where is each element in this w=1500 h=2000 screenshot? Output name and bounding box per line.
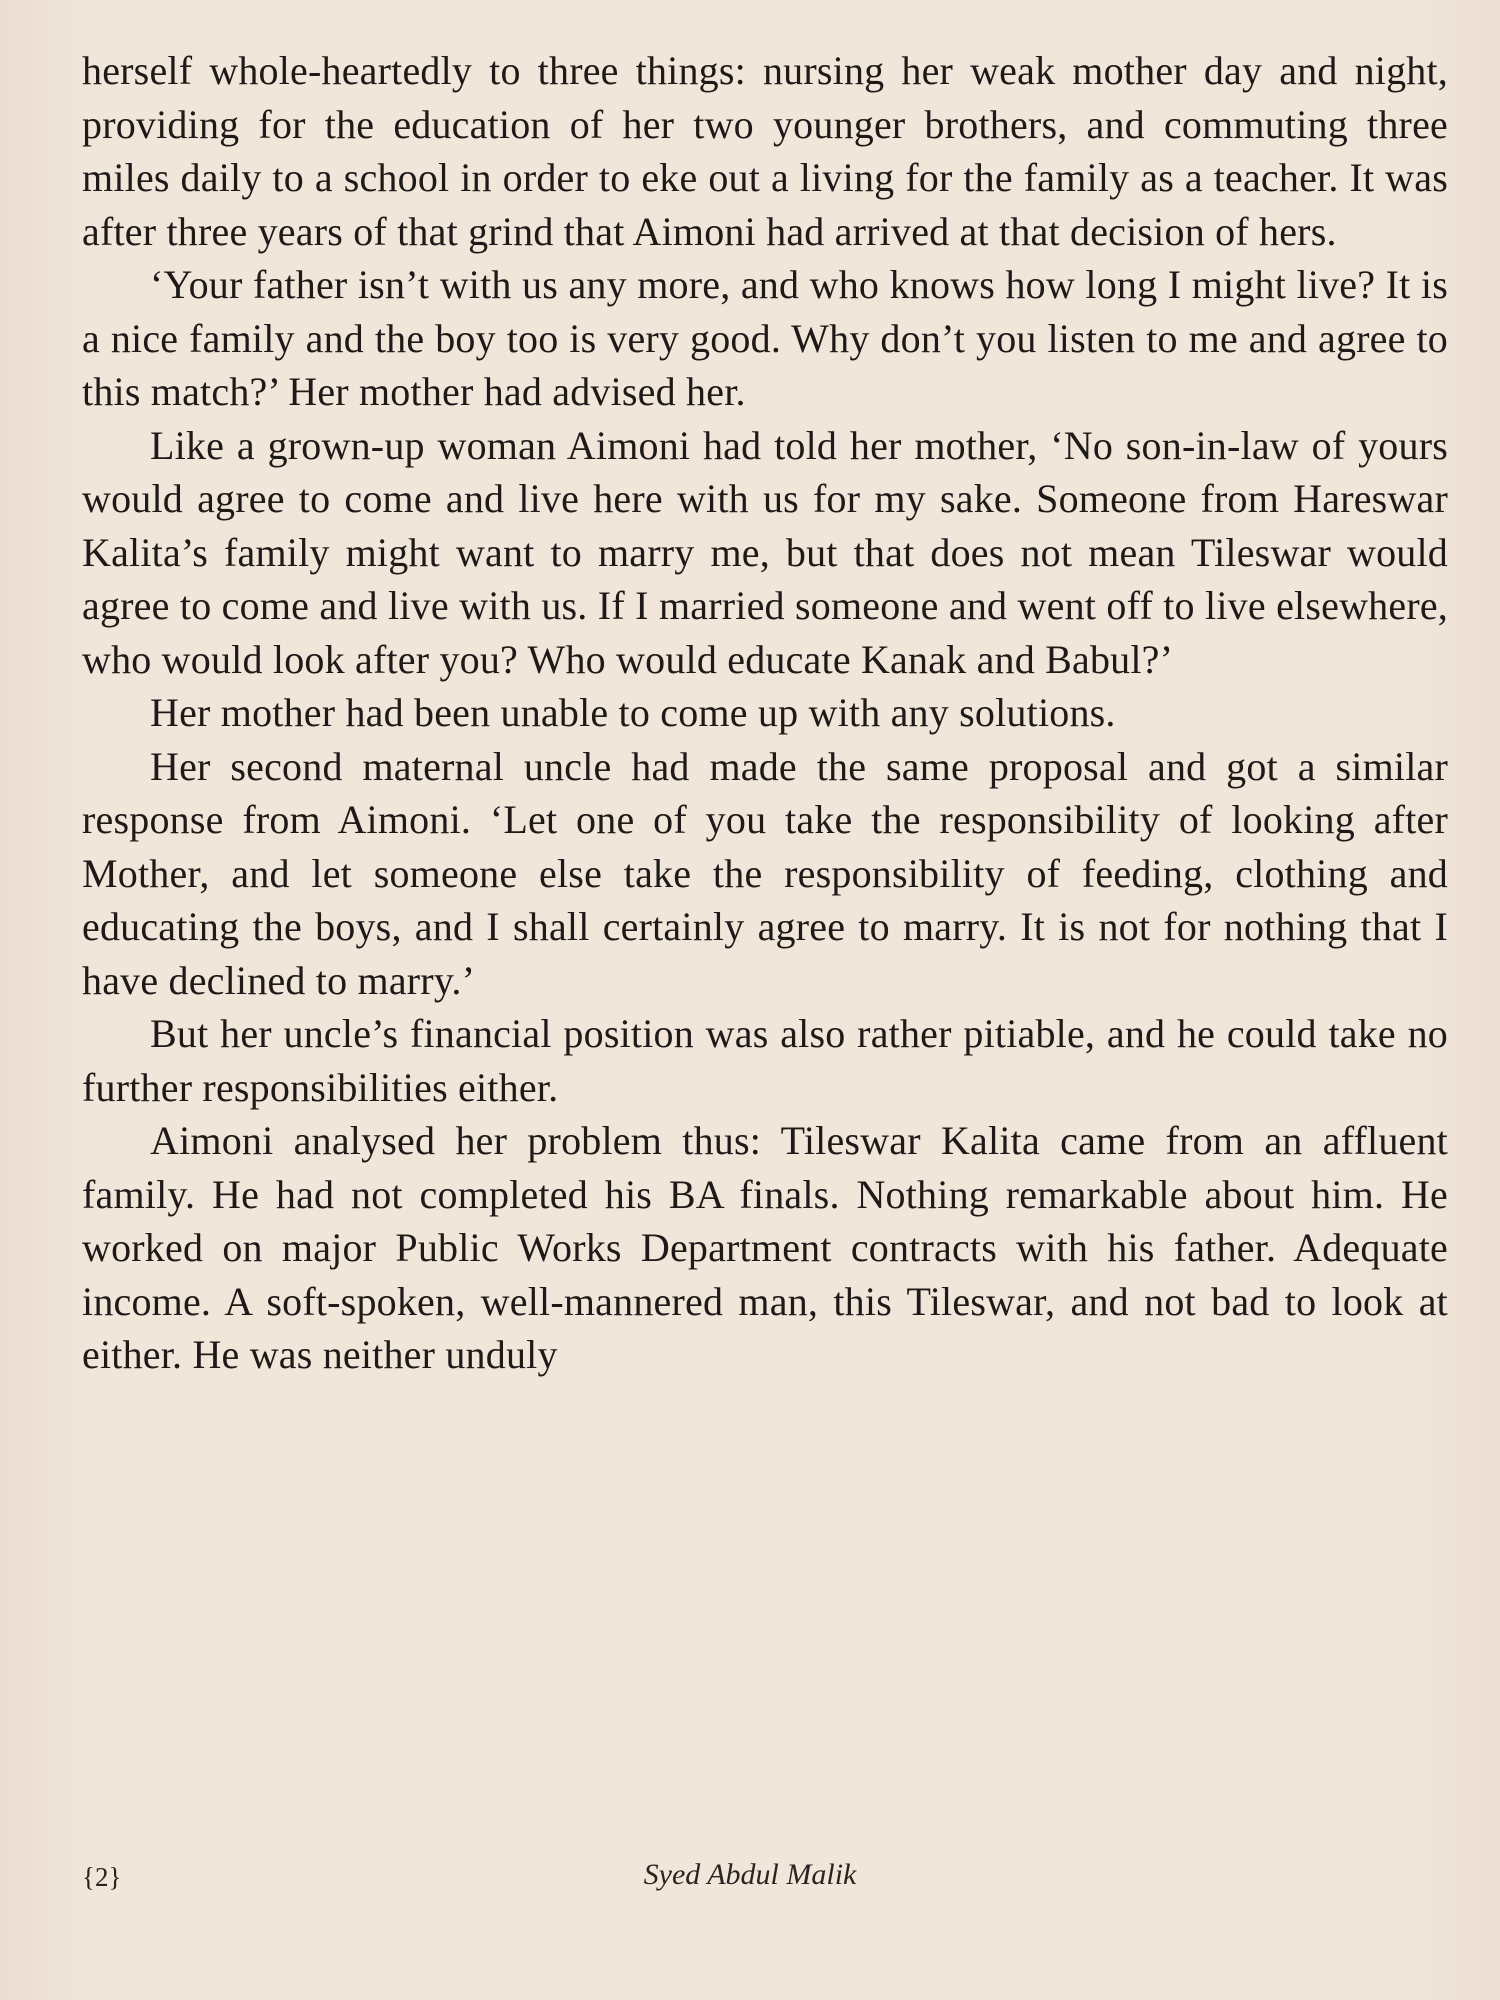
- paragraph-5: Her second maternal uncle had made the same proposal and got a similar response from Aimoni. ‘Let one of you take the responsibility of looking after Mother, and let someone else take the responsibility of feeding, clothing and educating the boys, and I shall certainly agree to marry. It is not for nothing that I have declined to marry.’: [82, 743, 1448, 1003]
- paragraph-1: herself whole-heartedly to three things: nursing her weak mother day and night, providing for the education of her two younger brothers, and commuting three miles daily to a school in order to eke out a living for the family as a teacher. It was after three years of that grind that Aimoni had arrived at that decision of hers.: [82, 48, 1448, 254]
- paragraph-3: Like a grown-up woman Aimoni had told her mother, ‘No son-in-law of yours would agree to come and live here with us for my sake. Someone from Hareswar Kalita’s family might want to marry me, but that does not mean Tileswar would agree to come and live with us. If I married someone and went off to live elsewhere, who would look after you? Who would educate Kanak and Babul?’: [82, 422, 1448, 682]
- page-number: {2}: [82, 1862, 122, 1892]
- paragraph-2: ‘Your father isn’t with us any more, and who knows how long I might live? It is a nice family and the boy too is very good. Why don’t you listen to me and agree to this match?’ Her mother had advised her.: [82, 262, 1448, 414]
- paragraph-6: But her uncle’s financial position was also rather pitiable, and he could take no further responsibilities either.: [82, 1011, 1448, 1110]
- paragraph-4: Her mother had been unable to come up with any solutions.: [150, 690, 1116, 735]
- body-text: [82, 44, 1448, 1382]
- paragraph-7: Aimoni analysed her problem thus: Tileswar Kalita came from an affluent family. He had not completed his BA finals. Nothing remarkable about him. He worked on major Public Works Department contracts with his father. Adequate income. A soft-spoken, well-mannered man, this Tileswar, and not bad to look at either. He was neither unduly: [82, 1118, 1448, 1377]
- running-footer-author: Syed Abdul Malik: [643, 1858, 857, 1891]
